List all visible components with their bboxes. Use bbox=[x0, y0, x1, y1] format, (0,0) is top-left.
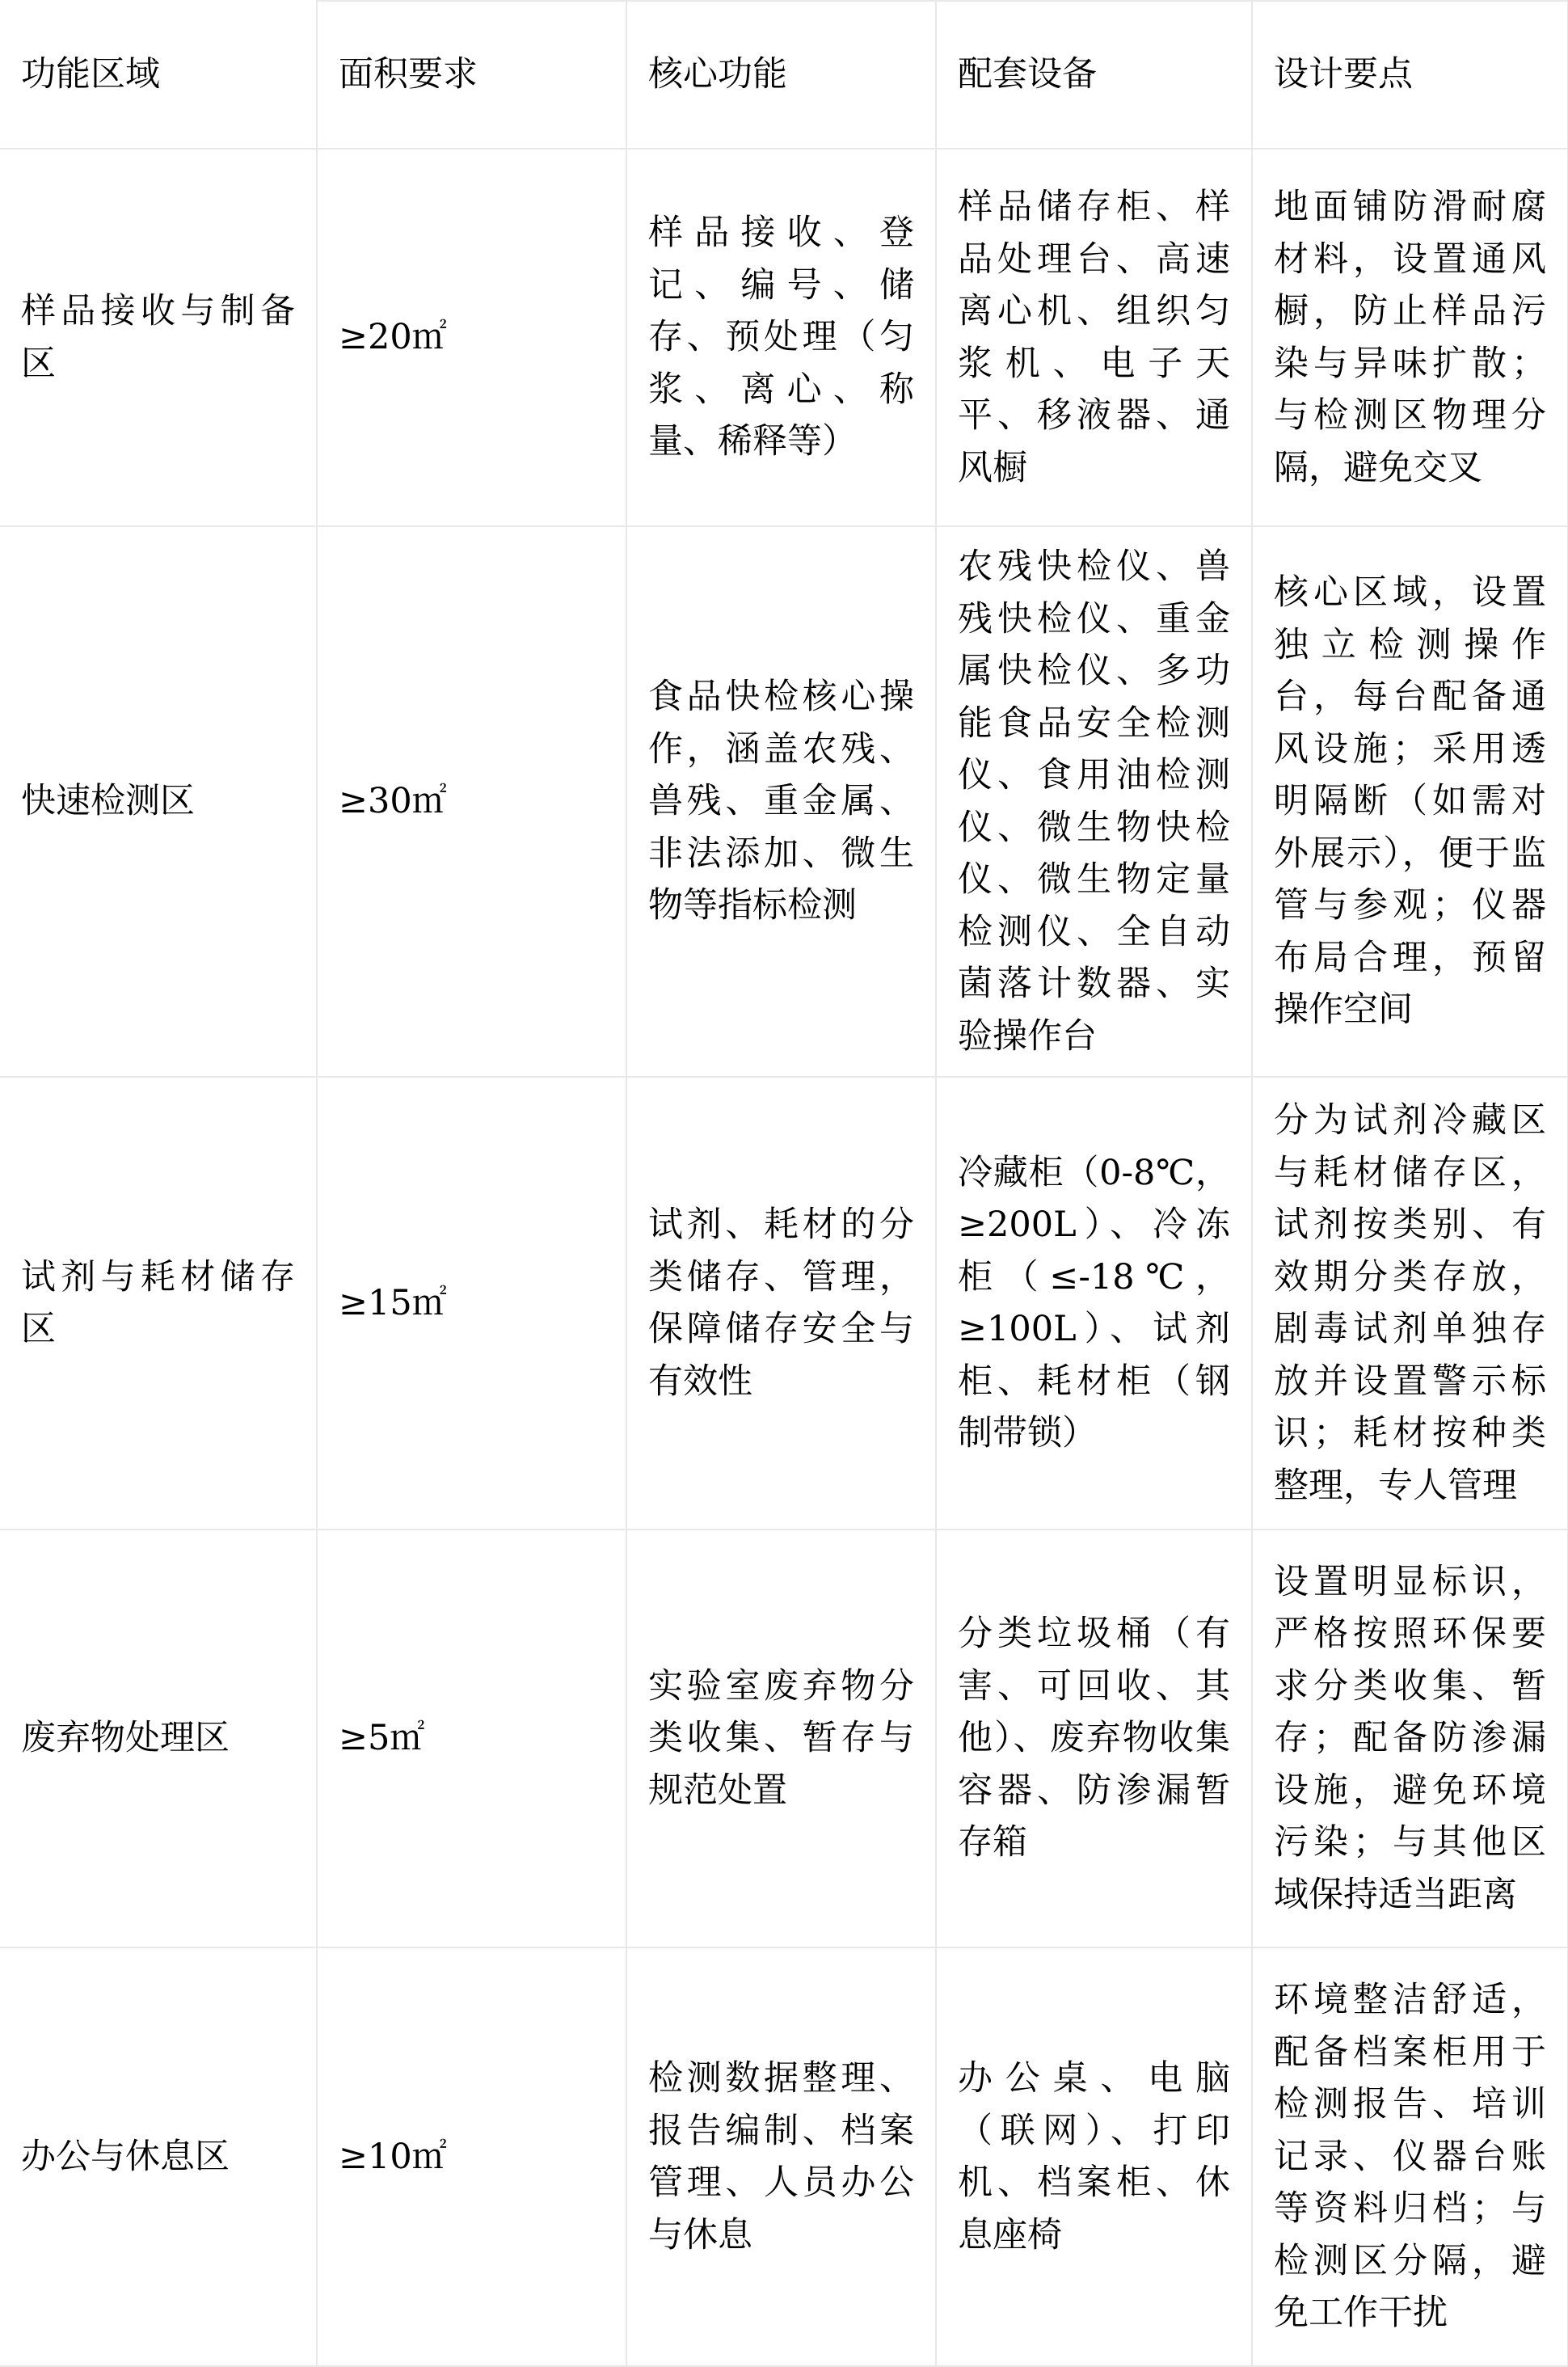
header-cell-equipment: 配套设备 bbox=[936, 1, 1252, 149]
cell-zone: 办公与休息区 bbox=[0, 1947, 317, 2366]
header-cell-area: 面积要求 bbox=[317, 1, 626, 149]
table-row bbox=[0, 1947, 1568, 2366]
header-cell-design-points: 设计要点 bbox=[1252, 1, 1568, 149]
table-row bbox=[0, 1077, 1568, 1529]
table-row bbox=[0, 526, 1568, 1077]
cell-zone: 试剂与耗材储存区 bbox=[0, 1077, 317, 1529]
cell-core-functions: 食品快检核心操作，涵盖农残、兽残、重金属、非法添加、微生物等指标检测 bbox=[626, 526, 936, 1077]
header-cell-zone: 功能区域 bbox=[0, 1, 317, 149]
cell-area: ≥20㎡ bbox=[317, 149, 626, 526]
table-row bbox=[0, 149, 1568, 526]
cell-zone: 废弃物处理区 bbox=[0, 1529, 317, 1947]
cell-zone: 样品接收与制备区 bbox=[0, 149, 317, 526]
cell-design-points: 环境整洁舒适，配备档案柜用于检测报告、培训记录、仪器台账等资料归档；与检测区分隔，避免工作干扰 bbox=[1252, 1947, 1568, 2366]
cell-equipment: 办公桌、电脑（联网）、打印机、档案柜、休息座椅 bbox=[936, 1947, 1252, 2366]
cell-core-functions: 样品接收、登记、编号、储存、预处理（匀浆、离心、称量、稀释等） bbox=[626, 149, 936, 526]
cell-area: ≥10㎡ bbox=[317, 1947, 626, 2366]
table-row bbox=[0, 1529, 1568, 1947]
cell-area: ≥5㎡ bbox=[317, 1529, 626, 1947]
header-row bbox=[0, 1, 1568, 149]
cell-design-points: 设置明显标识，严格按照环保要求分类收集、暂存；配备防渗漏设施，避免环境污染；与其他区域保持适当距离 bbox=[1252, 1529, 1568, 1947]
cell-equipment: 冷藏柜（0-8℃，≥200L）、冷冻柜（≤-18℃，≥100L）、试剂柜、耗材柜（钢制带锁） bbox=[936, 1077, 1252, 1529]
cell-design-points: 核心区域，设置独立检测操作台，每台配备通风设施；采用透明隔断（如需对外展示），便于监管与参观；仪器布局合理，预留操作空间 bbox=[1252, 526, 1568, 1077]
cell-design-points: 分为试剂冷藏区与耗材储存区，试剂按类别、有效期分类存放，剧毒试剂单独存放并设置警示标识；耗材按种类整理，专人管理 bbox=[1252, 1077, 1568, 1529]
cell-core-functions: 试剂、耗材的分类储存、管理，保障储存安全与有效性 bbox=[626, 1077, 936, 1529]
cell-design-points: 地面铺防滑耐腐材料，设置通风橱，防止样品污染与异味扩散；与检测区物理分隔，避免交叉 bbox=[1252, 149, 1568, 526]
cell-area: ≥30㎡ bbox=[317, 526, 626, 1077]
header-cell-core-functions: 核心功能 bbox=[626, 1, 936, 149]
cell-core-functions: 实验室废弃物分类收集、暂存与规范处置 bbox=[626, 1529, 936, 1947]
cell-zone: 快速检测区 bbox=[0, 526, 317, 1077]
cell-core-functions: 检测数据整理、报告编制、档案管理、人员办公与休息 bbox=[626, 1947, 936, 2366]
cell-equipment: 分类垃圾桶（有害、可回收、其他）、废弃物收集容器、防渗漏暂存箱 bbox=[936, 1529, 1252, 1947]
cell-area: ≥15㎡ bbox=[317, 1077, 626, 1529]
cell-equipment: 农残快检仪、兽残快检仪、重金属快检仪、多功能食品安全检测仪、食用油检测仪、微生物快检仪、微生物定量检测仪、全自动菌落计数器、实验操作台 bbox=[936, 526, 1252, 1077]
cell-equipment: 样品储存柜、样品处理台、高速离心机、组织匀浆机、电子天平、移液器、通风橱 bbox=[936, 149, 1252, 526]
